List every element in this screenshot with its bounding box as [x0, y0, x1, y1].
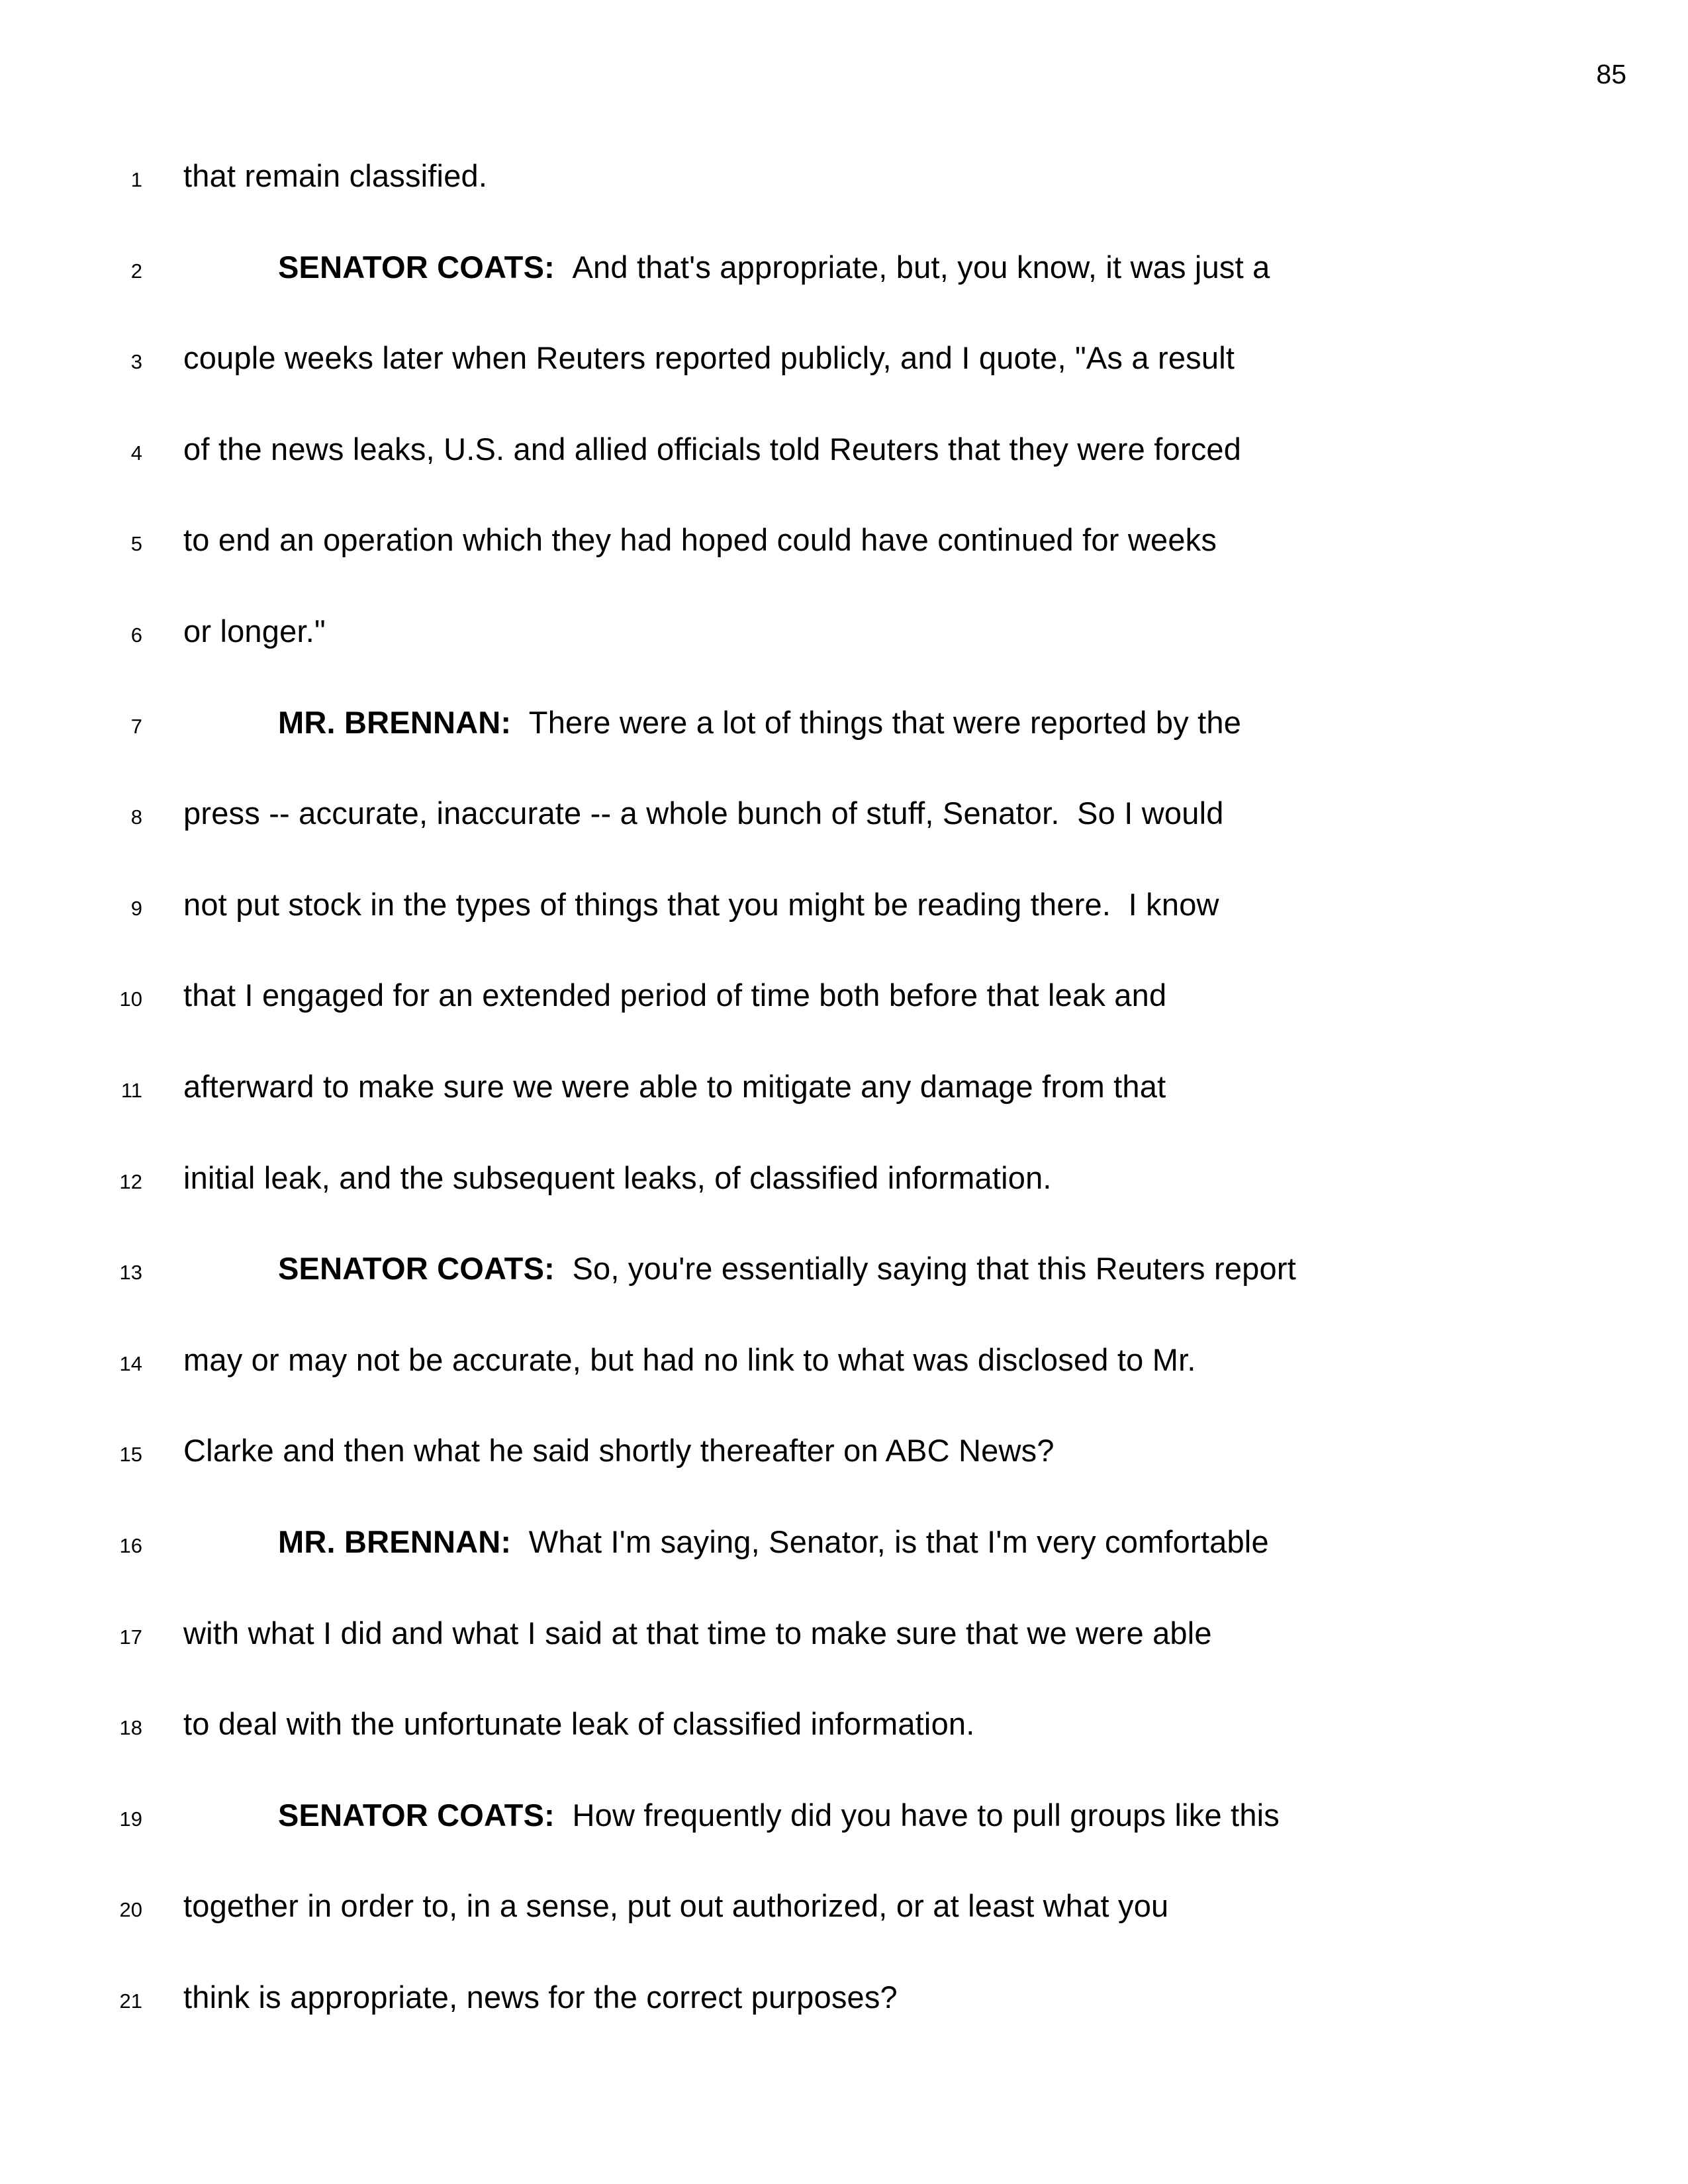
line-text [183, 977, 1166, 1013]
line-text [183, 886, 1219, 923]
transcript-line [0, 1160, 1635, 1251]
line-text [183, 1342, 1196, 1378]
line-text [183, 1797, 1280, 1833]
line-number: 1 [130, 168, 142, 191]
line-text [183, 158, 487, 194]
transcript-line [0, 795, 1635, 886]
line-number: 21 [119, 1989, 142, 2013]
line-number: 12 [119, 1169, 142, 1193]
transcript-line [0, 886, 1635, 978]
line-body-text: Clarke and then what he said shortly thereafter on ABC News? [183, 1433, 1055, 1469]
line-text [183, 1432, 1055, 1469]
line-text [183, 1068, 1166, 1105]
transcript-line [0, 1888, 1635, 1979]
line-number: 8 [130, 805, 142, 829]
line-number: 14 [119, 1351, 142, 1375]
line-text [183, 1250, 1296, 1287]
line-body-text: think is appropriate, news for the correct purposes? [183, 1979, 898, 2015]
transcript-line [0, 1797, 1635, 1888]
line-number: 3 [130, 350, 142, 374]
speaker-label: MR. BRENNAN: [278, 704, 529, 740]
line-body-text: to end an operation which they had hoped could have continued for weeks [183, 522, 1217, 558]
line-number: 20 [119, 1898, 142, 1922]
line-text [183, 340, 1235, 376]
line-number: 6 [130, 623, 142, 647]
speaker-label: MR. BRENNAN: [278, 1524, 529, 1559]
transcript-line [0, 1524, 1635, 1615]
line-body-text: couple weeks later when Reuters reported publicly, and I quote, "As a result [183, 340, 1235, 376]
transcript-line [0, 1706, 1635, 1797]
transcript-line [0, 431, 1635, 522]
line-body-text: initial leak, and the subsequent leaks, of classified information. [183, 1160, 1052, 1195]
transcript-line [0, 977, 1635, 1068]
line-body-text: not put stock in the types of things that you might be reading there. I know [183, 886, 1219, 922]
speaker-label: SENATOR COATS: [278, 1797, 573, 1833]
line-text [183, 431, 1241, 467]
line-body-text: of the news leaks, U.S. and allied officials told Reuters that they were forced [183, 431, 1242, 467]
line-number: 18 [119, 1716, 142, 1740]
line-number: 9 [130, 896, 142, 920]
line-body-text: So, you're essentially saying that this Reuters report [572, 1251, 1296, 1287]
line-number: 16 [119, 1533, 142, 1557]
line-text [183, 1979, 898, 2015]
line-body-text: How frequently did you have to pull groups like this [572, 1797, 1280, 1833]
line-text [183, 613, 326, 649]
transcript-line [0, 1615, 1635, 1706]
line-body-text: press -- accurate, inaccurate -- a whole bunch of stuff, Senator. So I would [183, 796, 1224, 831]
line-text [183, 1706, 975, 1742]
line-body-text: What I'm saying, Senator, is that I'm very comfortable [528, 1524, 1269, 1559]
line-text [183, 1160, 1052, 1196]
line-body-text: may or may not be accurate, but had no link to what was disclosed to Mr. [183, 1342, 1196, 1377]
line-text [183, 1615, 1212, 1651]
line-number: 19 [119, 1807, 142, 1831]
line-number: 4 [130, 441, 142, 465]
line-body-text: with what I did and what I said at that time to make sure that we were able [183, 1615, 1212, 1651]
line-text [183, 795, 1224, 831]
transcript-line [0, 1068, 1635, 1160]
line-number: 5 [130, 532, 142, 556]
transcript-line [0, 249, 1635, 340]
line-body-text: afterward to make sure we were able to mitigate any damage from that [183, 1068, 1166, 1104]
line-number: 7 [130, 714, 142, 738]
transcript-line [0, 1979, 1635, 2070]
line-body-text: to deal with the unfortunate leak of classified information. [183, 1706, 975, 1742]
line-body-text: There were a lot of things that were reported by the [528, 704, 1242, 740]
line-number: 13 [119, 1261, 142, 1285]
line-body-text: or longer." [183, 613, 326, 649]
transcript-line [0, 613, 1635, 704]
line-text [183, 522, 1217, 558]
transcript-body [0, 158, 1635, 2070]
line-text [183, 1888, 1168, 1924]
transcript-line [0, 1432, 1635, 1524]
line-number: 10 [119, 987, 142, 1011]
line-number: 11 [120, 1078, 142, 1102]
transcript-line [0, 1342, 1635, 1433]
line-body-text: And that's appropriate, but, you know, it was just a [572, 249, 1270, 285]
transcript-line [0, 522, 1635, 613]
transcript-line [0, 158, 1635, 249]
transcript-line [0, 340, 1635, 431]
line-number: 17 [119, 1625, 142, 1649]
line-body-text: that I engaged for an extended period of time both before that leak and [183, 978, 1167, 1013]
line-text [183, 1524, 1269, 1560]
transcript-line [0, 1250, 1635, 1342]
transcript-line [0, 704, 1635, 796]
line-text [183, 249, 1270, 285]
line-number: 2 [130, 259, 142, 283]
line-number: 15 [119, 1443, 142, 1467]
speaker-label: SENATOR COATS: [278, 1251, 573, 1287]
page-number: 85 [1596, 59, 1626, 89]
speaker-label: SENATOR COATS: [278, 249, 573, 285]
line-text [183, 704, 1241, 741]
line-body-text: together in order to, in a sense, put out authorized, or at least what you [183, 1888, 1169, 1924]
line-body-text: that remain classified. [183, 158, 488, 193]
